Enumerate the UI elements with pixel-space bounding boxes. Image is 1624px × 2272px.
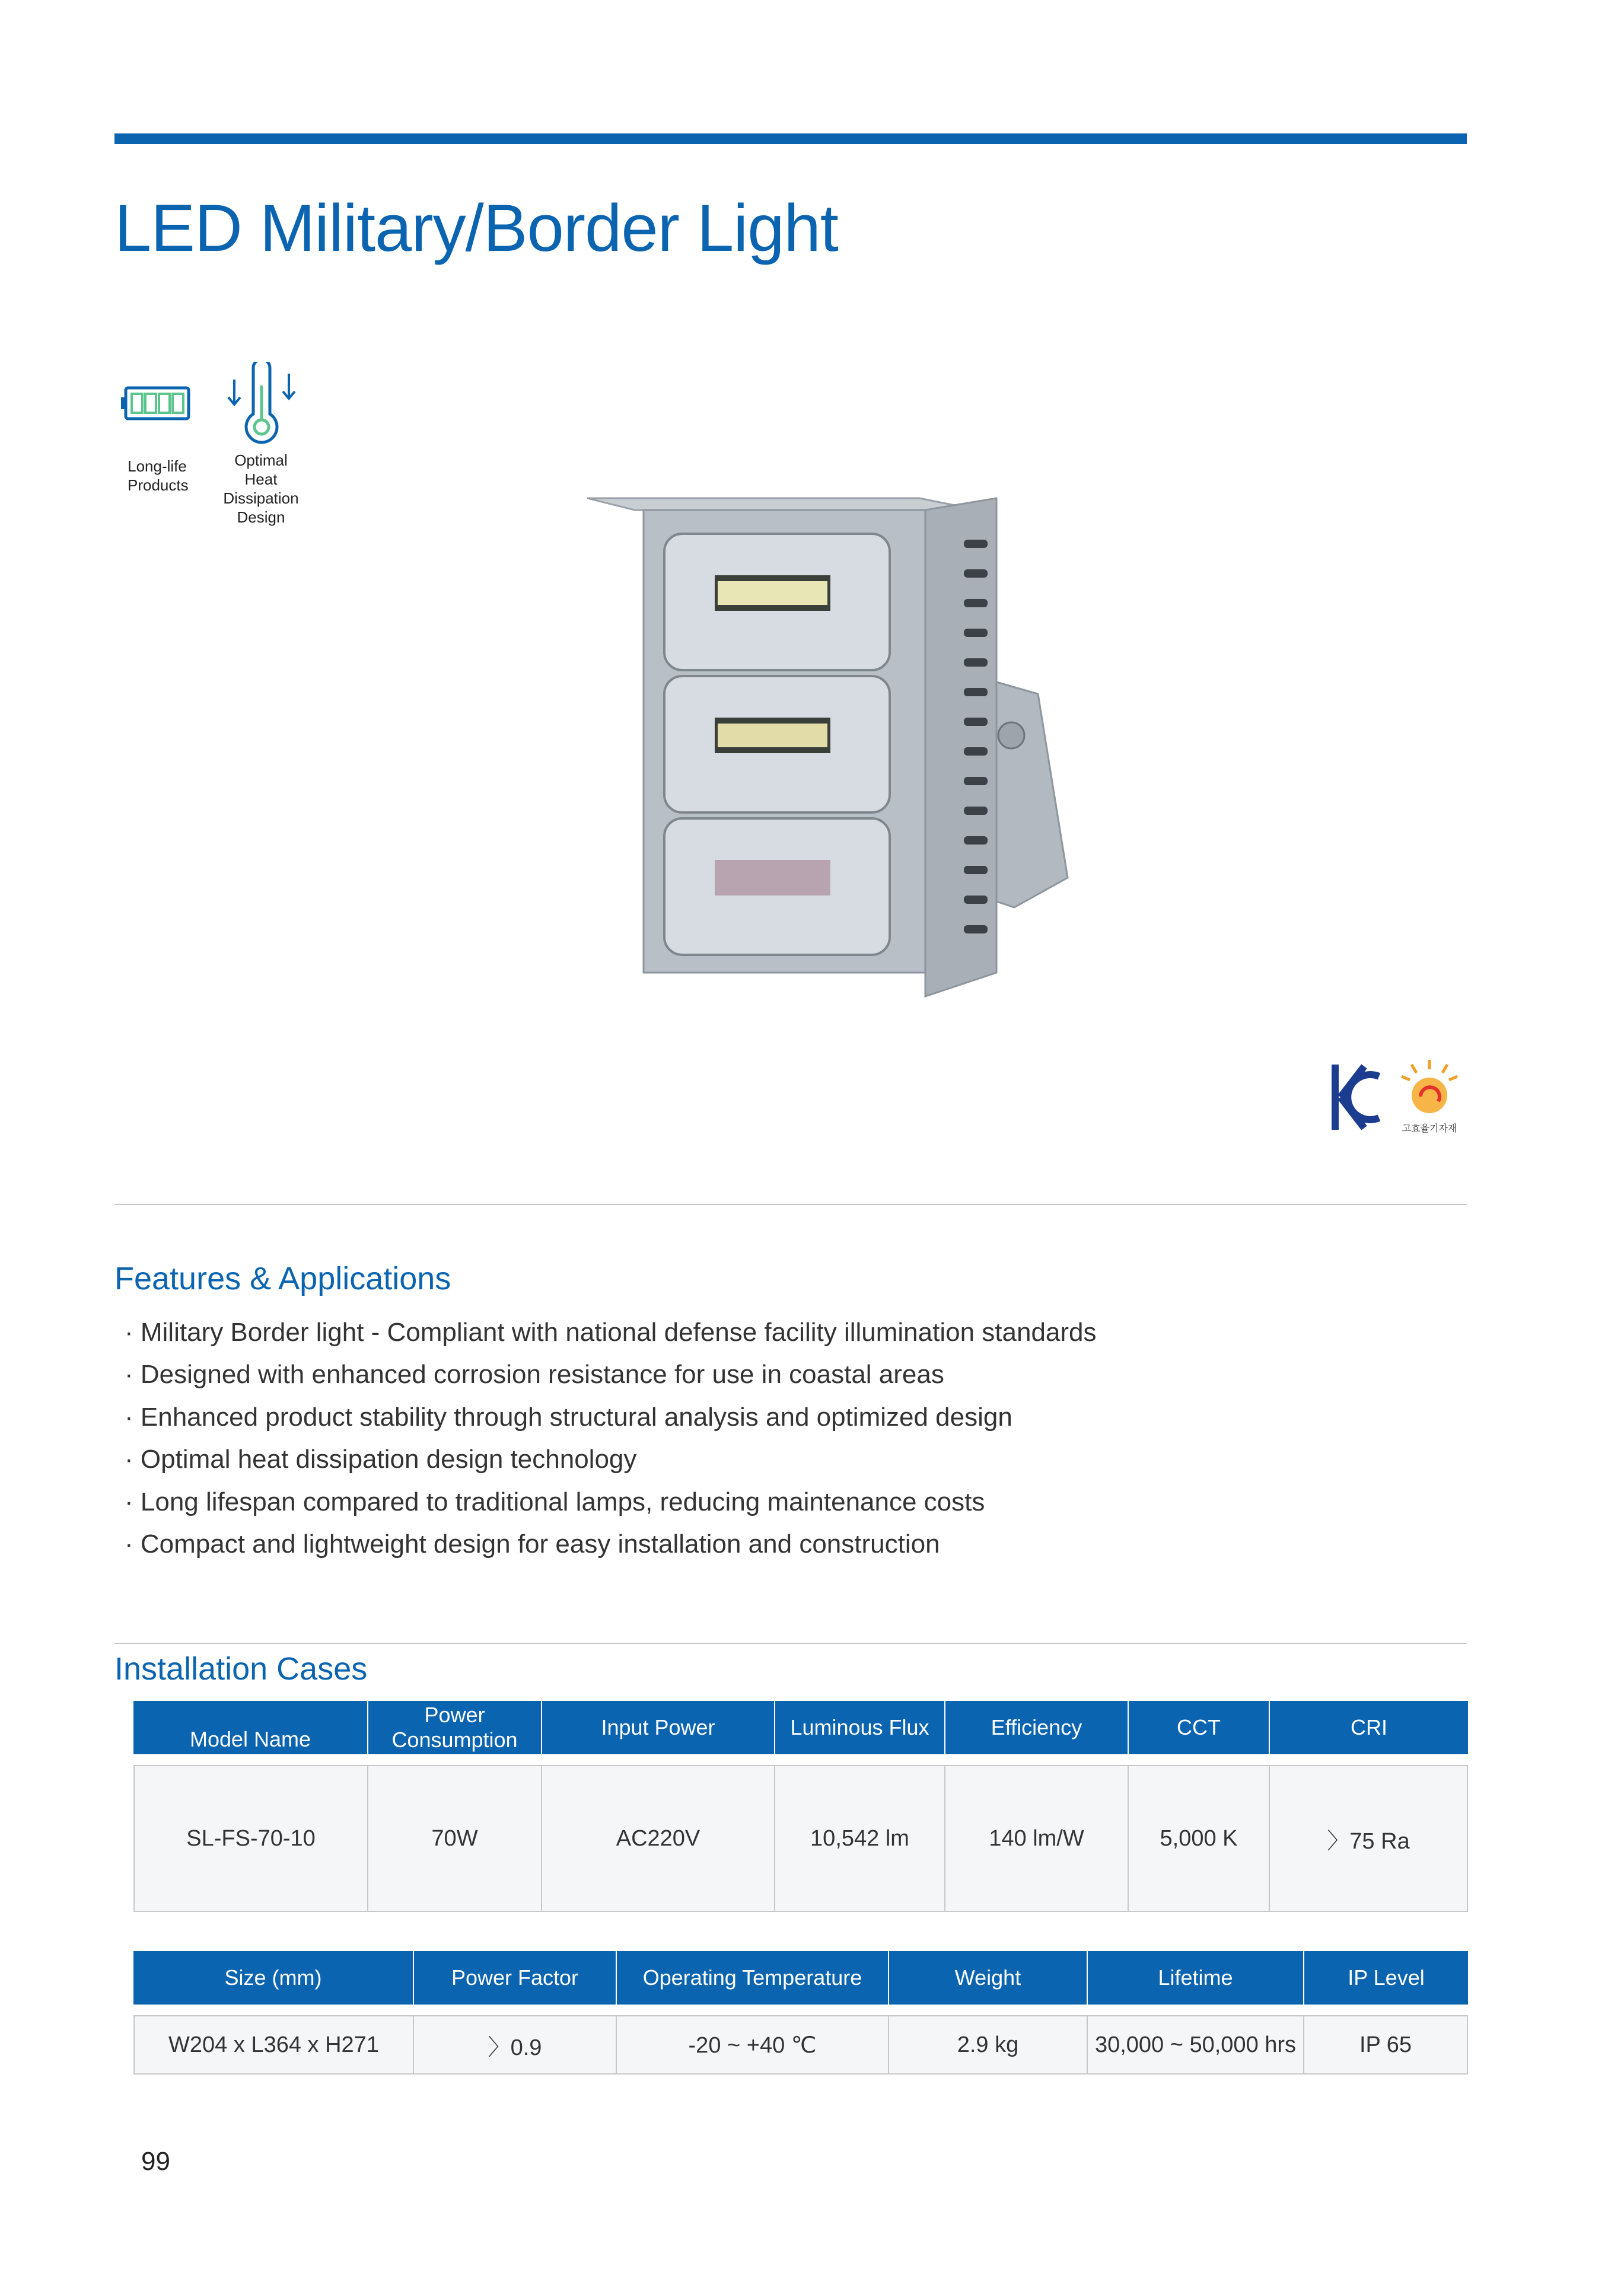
feature-icon-heat-dissipation (214, 362, 308, 527)
high-efficiency-caption: 고효율기자재 (1402, 1124, 1457, 1134)
spec-table-2 (133, 1951, 1468, 2075)
top-rule (114, 133, 1467, 144)
page-title: LED Military/Border Light (114, 191, 838, 265)
table-header: Lifetime (1087, 1951, 1303, 2005)
table-cell: IP 65 (1303, 2015, 1468, 2075)
feature-icon-label: Long-life Products (128, 457, 189, 494)
table-cell: -20 ~ +40 ℃ (616, 2015, 888, 2075)
table-cell: 30,000 ~ 50,000 hrs (1087, 2015, 1303, 2075)
table-header: Model Name (133, 1701, 367, 1754)
feature-item: · Long lifespan compared to traditional lamps, reducing maintenance costs (125, 1487, 985, 1516)
feature-item: · Optimal heat dissipation design technology (125, 1445, 637, 1474)
table-cell: 〉75 Ra (1269, 1765, 1468, 1912)
table-header: Weight (888, 1951, 1087, 2005)
table-cell: AC220V (541, 1765, 774, 1912)
features-title: Features & Applications (114, 1261, 451, 1296)
high-efficiency-equipment-logo (1397, 1059, 1462, 1118)
feature-icon-label: Optimal Heat Dissipation Design (223, 451, 299, 526)
table-header: IP Level (1303, 1951, 1468, 2005)
table-header: Power Consumption (367, 1701, 541, 1754)
page-number: 99 (141, 2147, 170, 2176)
thermometer-icon (222, 362, 300, 445)
table-cell: 〉0.9 (413, 2015, 616, 2075)
table-cell: SL-FS-70-10 (133, 1765, 367, 1912)
feature-item: · Designed with enhanced corrosion resistance for use in coastal areas (125, 1360, 944, 1389)
divider-2 (114, 1643, 1467, 1644)
table-cell: 5,000 K (1128, 1765, 1269, 1912)
table-header: CCT (1128, 1701, 1269, 1754)
table-header: Power Factor (413, 1951, 616, 2005)
high-efficiency-logo (1397, 1059, 1462, 1135)
installation-title: Installation Cases (114, 1651, 368, 1687)
table-cell: 140 lm/W (944, 1765, 1128, 1912)
table-header: Operating Temperature (616, 1951, 888, 2005)
table-header: CRI (1269, 1701, 1468, 1754)
feature-item: · Compact and lightweight design for easy installation and construction (125, 1529, 940, 1559)
table-cell: 2.9 kg (888, 2015, 1087, 2075)
table-cell: 10,542 lm (774, 1765, 944, 1912)
battery-icon (119, 380, 196, 427)
feature-item: · Military Border light - Compliant with national defense facility illumination standards (125, 1318, 1097, 1347)
table-header: Luminous Flux (774, 1701, 944, 1754)
table-cell: W204 x L364 x H271 (133, 2015, 413, 2075)
table-header: Efficiency (944, 1701, 1128, 1754)
feature-item: · Enhanced product stability through structural analysis and optimized design (125, 1403, 1012, 1432)
table-header: Input Power (541, 1701, 774, 1754)
table-header: Size (mm) (133, 1951, 413, 2005)
table-cell: 70W (367, 1765, 541, 1912)
spec-table-1 (133, 1701, 1468, 1912)
divider-1 (114, 1204, 1467, 1205)
kc-mark-logo (1329, 1062, 1382, 1133)
feature-icon-long-life (113, 368, 202, 495)
product-image (587, 474, 1085, 1008)
